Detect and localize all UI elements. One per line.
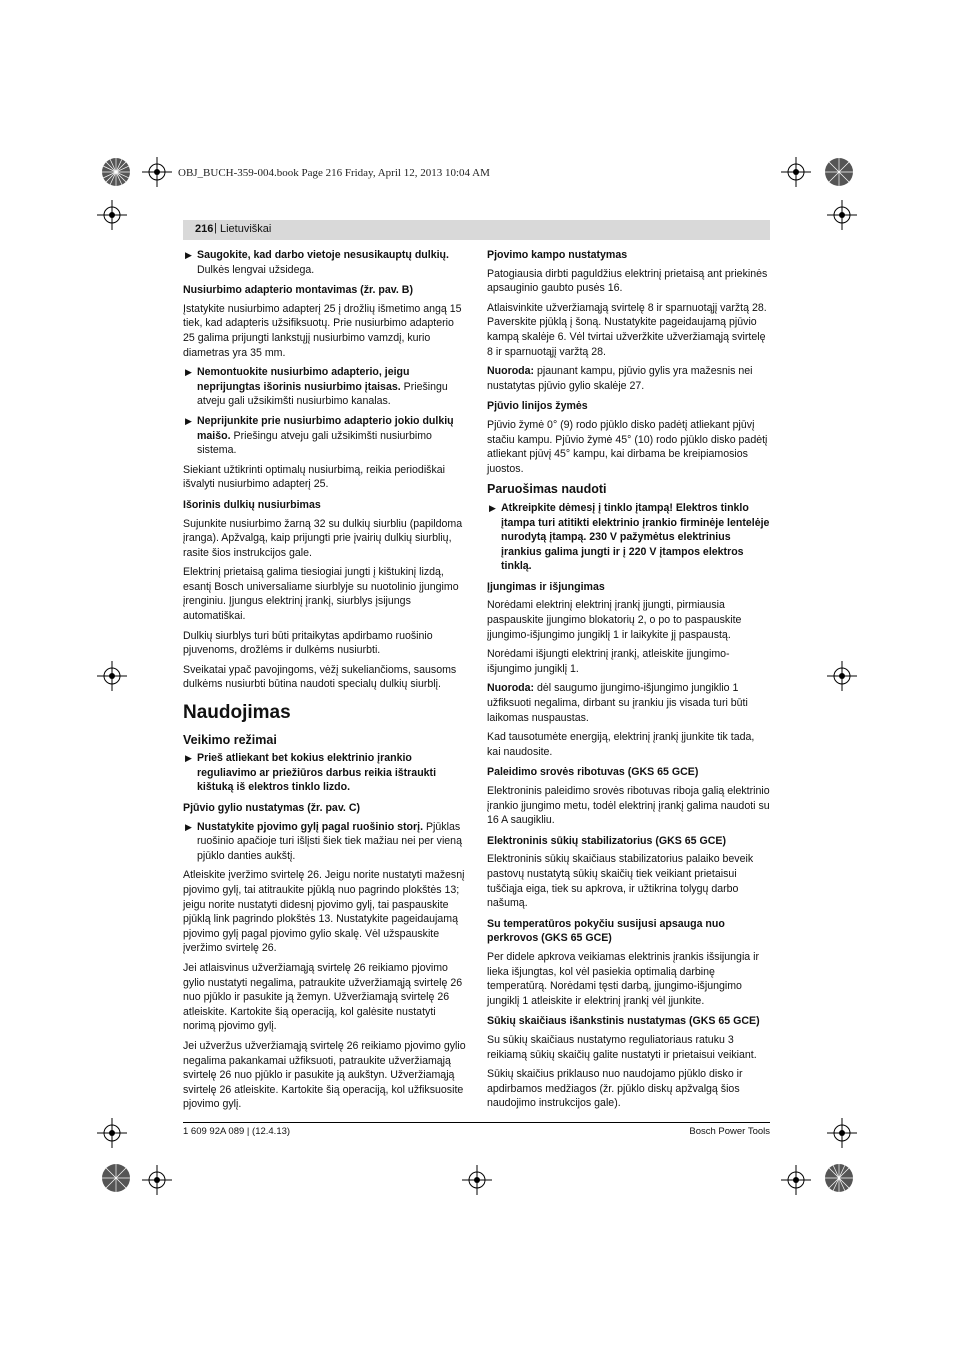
list-item <box>183 820 466 864</box>
star-target-icon <box>824 1163 854 1193</box>
section-heading: Nusiurbimo adapterio montavimas (žr. pav. B) <box>183 284 413 297</box>
paragraph: Per didele apkrova veikiamas elektrinis įrankis išsijungia ir lieka išjungtas, kol vėl pasiekia optimalią darbinę temperatūrą. Norėdami tęsti darbą, įjungimo-išjungimo jungiklį 1 atleiskite ir elektrinį įrankį vėl įjunkite. <box>487 950 760 1007</box>
paragraph: Jei užveržus užveržiamąją svirtelę 26 reikiamo pjovimo gylio negalima pakankamai užfiksuoti, patraukite užveržiamąją svirtelę 26 nuo pjūklo ir pasukite ją aukštyn. Užveržiamąją svirtelę 26 atleiskite. Kartokite šią operaciją, kol užfiksuosite pjovimo gylį. <box>183 1039 466 1111</box>
note-label: Nuoroda: <box>487 682 535 695</box>
paragraph: Norėdami elektrinį elektrinį įrankį įjungti, pirmiausia paspauskite įjungimo blokatorių 2, o po to paspauskite įjungimo-išjungimo jungiklį 1 ir laikykite jį paspaustą. <box>487 599 742 641</box>
crosshair-icon <box>97 661 127 691</box>
triangle-right-icon: ▶ <box>489 502 496 513</box>
triangle-right-icon: ▶ <box>185 367 192 378</box>
paragraph: Pjūvio žymė 0° (9) rodo pjūklo disko padėtį atliekant pjūvį stačiu kampu. Pjūvio žymė 45° (10) rodo pjūklo disko padėtį atliekant pjūvį 45° kampu, kai dirbama be kreipiamosios juostos. <box>487 418 768 475</box>
note-label: Nuoroda: <box>487 365 535 378</box>
paragraph: Norėdami išjungti elektrinį įrankį, atleiskite įjungimo-išjungimo jungiklį 1. <box>487 648 730 675</box>
subsection-heading: Veikimo režimai <box>183 732 277 747</box>
list-item <box>183 751 466 795</box>
section-heading: Pjūvio gylio nustatymas (žr. pav. C) <box>183 802 360 814</box>
crosshair-icon <box>781 157 811 187</box>
paragraph: Jei atlaisvinus užveržiamąją svirtelę 26 reikiamo pjovimo gylio nustatyti negalima, patraukite užveržiamąją svirtelę 26 nuo pjūklo ir pasukite ją žemyn. Užveržiamąją svirtelę 26 atleiskite. Kartokite šią operaciją, kol galėsite nustatyti norimą pjovimo gylį. <box>183 961 463 1033</box>
paragraph: Elektrinį prietaisą galima tiesiogiai jungti į kištukinį lizdą, esantį Bosch universaliame siurblyje su nuotolinio įjungimo įrenginiu. Įjungus elektrinį įrankį, siurblys įsijungs automatiškai. <box>183 566 459 623</box>
warning-bold: Prieš atliekant bet kokius elektrinio įrankio reguliavimo ar priežiūros darbus reikia ištraukti kištuką iš elektros tinklo lizdo. <box>197 752 437 794</box>
warning-text: Pjūklas ruošinio apačioje turi išlįsti šiek tiek mažiau nei per vieną pjūklo danties aukštį. <box>197 820 462 862</box>
header-language: Lietuviškai <box>220 223 272 235</box>
crosshair-icon <box>97 1118 127 1148</box>
note-text: pjaunant kampu, pjūvio gylis yra mažesnis nei nustatytas pjūvio gylio skalėje 27. <box>487 365 753 392</box>
section-heading: Pjovimo kampo nustatymas <box>487 249 628 261</box>
crosshair-icon <box>142 1165 172 1195</box>
paragraph: Patogiausia dirbti paguldžius elektrinį prietaisą ant priekinės apsauginio gaubto pusės 16. <box>487 267 768 295</box>
crosshair-icon <box>781 1165 811 1195</box>
crosshair-icon <box>462 1165 492 1195</box>
paragraph: Dulkių siurblys turi būti pritaikytas apdirbamo ruošinio pjuvenoms, drožlėms ir dulkėms nusiurbti. <box>183 629 433 657</box>
crosshair-icon <box>142 157 172 187</box>
print-slug: OBJ_BUCH-359-004.book Page 216 Friday, April 12, 2013 10:04 AM <box>178 167 490 179</box>
warning-bold: Saugokite, kad darbo vietoje nesusikauptų dulkių. <box>197 249 449 261</box>
crosshair-icon <box>827 1118 857 1148</box>
paragraph: Sujunkite nusiurbimo žarną 32 su dulkių siurbliu (papildoma įranga). Apžvalgą, kaip prijungti prie įvairių dulkių siurblių, rasite šios instrukcijos gale. <box>183 517 463 559</box>
paragraph: Sūkių skaičius priklauso nuo naudojamo pjūklo disko ir apdirbamos medžiagos (žr. pjūklo diskų apžvalgą šios naudojimo instrukcijos gale). <box>487 1068 743 1110</box>
section-heading: Su temperatūros pokyčiu susijusi apsauga nuo perkrovos (GKS 65 GCE) <box>487 917 725 945</box>
footer-doc-number: 1 609 92A 089 | (12.4.13) <box>183 1126 291 1137</box>
note <box>487 681 770 725</box>
triangle-right-icon: ▶ <box>185 753 192 764</box>
list-item <box>487 501 770 574</box>
warning-bold: Atkreipkite dėmesį į tinklo įtampą! Elektros tinklo įtampa turi atitikti elektrinio įrankio firminėje lentelėje nurodytą įtampą. 230 V pažymėtus elektrinius įrankius galima jungti ir į 220 V įtampos elektros tinklą. <box>501 501 770 573</box>
list-item <box>183 248 466 277</box>
left-column <box>183 248 466 1117</box>
section-heading: Įjungimas ir išjungimas <box>487 580 605 593</box>
triangle-right-icon: ▶ <box>185 415 192 426</box>
paragraph: Sveikatai ypač pavojingoms, vėžį sukeliančioms, sausoms dulkėms nusiurbti būtina naudoti specialų dulkių siurblį. <box>183 663 457 691</box>
section-heading: Elektroninis sūkių stabilizatorius (GKS 65 GCE) <box>487 834 727 847</box>
warning-bold: Nustatykite pjovimo gylį pagal ruošinio storį. <box>197 820 424 833</box>
paragraph: Įstatykite nusiurbimo adapterį 25 į drožlių išmetimo angą 15 tiek, kad adapteris užsifiksuotų. Prie nusiurbimo adapterio 25 galima prijungti lankstųjį nusiurbimo vamzdį, kurio diametras yra 35 mm. <box>183 302 462 359</box>
section-heading: Pjūvio linijos žymės <box>487 400 588 413</box>
section-heading: Paleidimo srovės ribotuvas (GKS 65 GCE) <box>487 766 699 779</box>
subsection-heading: Paruošimas naudoti <box>487 482 607 497</box>
header-separator: | <box>214 222 217 234</box>
paragraph: Elektroninis sūkių skaičiaus stabilizatorius palaiko beveik pastovų nustatytą sūkių skaičių tiek veikiant prietaisui tuščiąja eiga, tiek su apkrova, ir užtikrina tolygų darbo našumą. <box>487 853 754 910</box>
star-target-icon <box>101 157 131 187</box>
paragraph: Siekiant užtikrinti optimalų nusiurbimą, reikia periodiškai išvalyti nusiurbimo adapterį 25. <box>183 463 446 491</box>
warning-text: Dulkės lengvai užsidega. <box>197 263 315 276</box>
triangle-right-icon: ▶ <box>185 821 192 832</box>
warning-text: Priešingu atveju gali užsikimšti nusiurbimo kanalas. <box>197 380 448 408</box>
paragraph: Atleiskite įveržimo svirtelę 26. Jeigu norite nustatyti mažesnį pjovimo gylį, tai atitraukite pjūklą nuo pagrindo plokštės 13; jeigu norite nustatyti didesnį pjovimo gylį, tai paspauskite pjūklą link pagrindo plokštės 13. Nustatykite pageidaujamą pjovimo gylį pagal pjovimo gylio skalę. Vėl užspauskite įveržimo svirtelę 26. <box>183 869 465 955</box>
page-header <box>183 220 770 240</box>
page-number: 216 <box>195 223 214 235</box>
crosshair-icon <box>827 200 857 230</box>
list-item <box>183 365 466 409</box>
paragraph: Elektroninis paleidimo srovės ribotuvas riboja galią elektrinio įrankio įjungimo metu, todėl elektrinį įrankį galima naudoti su 16 A saugikliu. <box>487 785 770 827</box>
right-column <box>487 248 770 1116</box>
footer-rule <box>183 1122 770 1123</box>
crosshair-icon <box>827 661 857 691</box>
note-text: dėl saugumo įjungimo-išjungimo jungiklio 1 užfiksuoti negalima, dirbant su įrankiu jis visada turi būti laikomas nuspaustas. <box>487 682 748 724</box>
paragraph: Kad tausotumėte energiją, elektrinį įrankį įjunkite tik tada, kai naudosite. <box>487 731 755 758</box>
section-heading: Išorinis dulkių nusiurbimas <box>183 498 321 511</box>
star-target-icon <box>824 157 854 187</box>
paragraph: Su sūkių skaičiaus nustatymo reguliatoriaus ratuku 3 reikiamą sūkių skaičių galite nustatyti ir prietaisui veikiant. <box>487 1033 757 1061</box>
warning-bold: Nemontuokite nusiurbimo adapterio, jeigu neprijungtas išorinis nusiurbimo įtaisas. <box>197 366 410 393</box>
list-item <box>183 414 466 458</box>
note <box>487 364 770 393</box>
star-target-icon <box>101 1163 131 1193</box>
warning-text: Priešingu atveju gali užsikimšti nusiurbimo sistema. <box>197 429 432 457</box>
warning-bold: Neprijunkite prie nusiurbimo adapterio jokio dulkių maišo. <box>197 414 454 442</box>
crosshair-icon <box>97 200 127 230</box>
section-heading: Sūkių skaičiaus išankstinis nustatymas (GKS 65 GCE) <box>487 1015 760 1028</box>
footer-brand: Bosch Power Tools <box>689 1126 770 1137</box>
chapter-title: Naudojimas <box>183 702 291 724</box>
paragraph: Atlaisvinkite užveržiamąją svirtelę 8 ir sparnuotąjį varžtą 28. Paverskite pjūklą į šoną. Nustatykite pageidaujamą pjūvio kampą skalėje 6. Vėl tvirtai užveržkite užveržiamąją svirtelę 8 ir sparnuotąjį varžtą 28. <box>487 301 767 358</box>
triangle-right-icon: ▶ <box>185 250 192 260</box>
